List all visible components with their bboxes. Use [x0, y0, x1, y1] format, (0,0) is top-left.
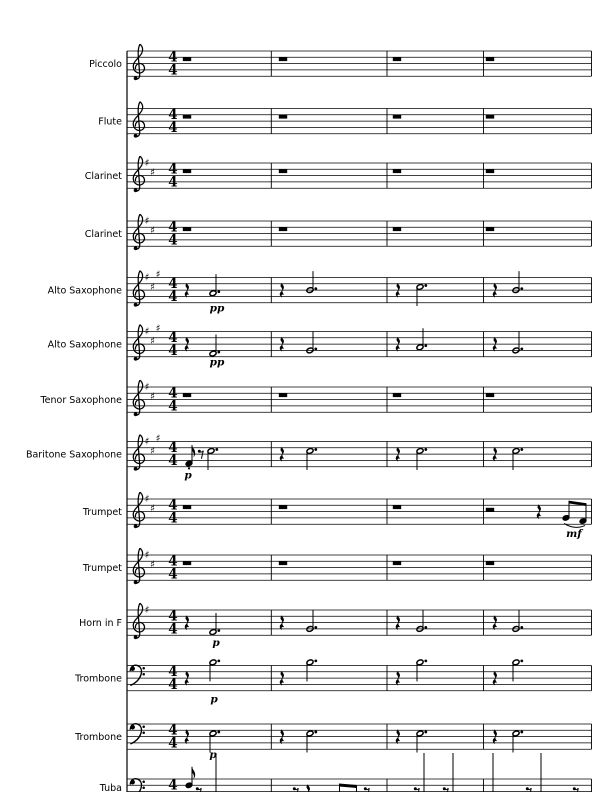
staff-tenor-saxophone-6: [39, 380, 591, 416]
dynamic-marking: p: [209, 749, 217, 761]
augmentation-dot: [217, 629, 220, 632]
sharp-icon: ♯: [150, 503, 155, 515]
time-signature-numerator: 4: [168, 219, 178, 236]
sharp-icon: ♯: [144, 326, 150, 338]
time-signature-denominator: 4: [168, 676, 178, 693]
whole-rest: [183, 227, 191, 231]
treble-clef-icon: [133, 325, 144, 361]
augmentation-dot: [314, 287, 317, 290]
beam: [339, 784, 357, 789]
whole-rest: [183, 561, 191, 565]
sharp-icon: ♯: [144, 272, 150, 284]
staff-trumpet-8: [82, 492, 592, 540]
time-signature-numerator: 4: [168, 161, 178, 178]
dynamic-marking: p: [184, 469, 192, 482]
sharp-icon: ♯: [150, 336, 155, 348]
whole-rest: [183, 57, 191, 61]
sharp-icon: ♯: [144, 382, 150, 394]
whole-rest: [183, 115, 191, 119]
whole-rest: [279, 57, 287, 61]
time-signature-numerator: 4: [168, 330, 178, 347]
instrument-label: Clarinet: [84, 229, 122, 240]
augmentation-dot: [314, 348, 317, 351]
sharp-icon: ♯: [144, 158, 150, 170]
half-rest: [486, 508, 494, 512]
augmentation-dot: [217, 351, 220, 354]
treble-clef-icon: [133, 548, 144, 584]
staff-tuba-13: [99, 753, 592, 792]
augmentation-dot: [424, 626, 427, 629]
whole-rest: [279, 227, 287, 231]
whole-rest: [279, 505, 287, 509]
treble-clef-icon: [133, 102, 144, 138]
whole-rest: [393, 115, 401, 119]
sharp-icon: ♯: [155, 323, 161, 335]
staff-alto-saxophone-4: [48, 270, 592, 315]
time-signature-denominator: 4: [168, 621, 178, 638]
instrument-label: Clarinet: [84, 171, 122, 182]
whole-rest: [486, 227, 494, 231]
whole-rest: [393, 561, 401, 565]
staff-baritone-saxophone-7: [26, 434, 592, 482]
time-signature-denominator: 4: [168, 119, 178, 136]
sharp-icon: ♯: [144, 436, 150, 448]
time-signature-numerator: 4: [168, 777, 178, 792]
time-signature-denominator: 4: [168, 735, 178, 752]
instrument-label: Horn in F: [79, 618, 122, 629]
staff-trombone-11: [74, 659, 591, 705]
whole-rest: [183, 505, 191, 509]
time-signature-numerator: 4: [168, 440, 178, 457]
instrument-label: Alto Saxophone: [47, 285, 122, 297]
instrument-label: Trumpet: [82, 507, 122, 518]
augmentation-dot: [520, 448, 523, 451]
whole-rest: [393, 227, 401, 231]
sharp-icon: ♯: [150, 167, 155, 179]
instrument-label: Trombone: [75, 673, 122, 685]
staff-trumpet-9: [82, 548, 592, 584]
time-signature-numerator: 4: [168, 276, 178, 293]
bass-clef-icon: [130, 665, 145, 685]
time-signature-numerator: 4: [168, 608, 178, 625]
time-signature-denominator: 4: [168, 452, 178, 469]
beamed-eighth-pair: [562, 501, 587, 528]
eighth-note: [185, 445, 195, 469]
augmentation-dot: [424, 448, 427, 451]
time-signature-numerator: 4: [168, 385, 178, 402]
augmentation-dot: [217, 290, 220, 293]
sharp-icon: ♯: [144, 605, 150, 617]
time-signature-denominator: 4: [168, 174, 178, 191]
augmentation-dot: [520, 287, 523, 290]
whole-rest: [393, 393, 401, 397]
time-signature-denominator: 4: [168, 342, 178, 359]
instrument-label: Alto Saxophone: [47, 339, 122, 351]
sharp-icon: ♯: [150, 225, 155, 237]
time-signature-denominator: 4: [168, 398, 178, 415]
whole-rest: [393, 57, 401, 61]
augmentation-dot: [215, 448, 218, 451]
instrument-label: Flute: [98, 116, 122, 128]
sharp-icon: ♯: [144, 494, 150, 506]
augmentation-dot: [520, 731, 523, 734]
treble-clef-icon: [133, 603, 144, 639]
instrument-label: Baritone Saxophone: [25, 449, 122, 461]
instrument-label: Trumpet: [82, 563, 122, 574]
whole-rest: [279, 393, 287, 397]
whole-rest: [486, 57, 494, 61]
beamed-pair-clipped: [339, 784, 357, 792]
augmentation-dot: [424, 659, 427, 662]
treble-clef-icon: [133, 44, 144, 80]
dynamic-marking: pp: [209, 302, 225, 315]
sharp-icon: ♯: [150, 446, 155, 458]
augmentation-dot: [424, 284, 427, 287]
staff-alto-saxophone-5: [48, 324, 592, 369]
time-signature-numerator: 4: [168, 107, 178, 124]
time-signature-numerator: 4: [168, 664, 178, 681]
sharp-icon: ♯: [155, 269, 161, 281]
sharp-icon: ♯: [150, 282, 155, 294]
dynamic-marking: mf: [566, 528, 582, 540]
instrument-label: Piccolo: [89, 59, 122, 70]
instrument-label: Tuba: [99, 783, 122, 792]
augmentation-dot: [314, 659, 317, 662]
time-signature-numerator: 4: [168, 722, 178, 739]
augmentation-dot: [217, 659, 220, 662]
augmentation-dot: [520, 348, 523, 351]
treble-clef-icon: [133, 492, 144, 528]
staff-clarinet-3: [85, 214, 592, 250]
time-signature-numerator: 4: [168, 49, 178, 66]
dynamic-marking: p: [210, 693, 218, 706]
time-signature-numerator: 4: [168, 553, 178, 570]
treble-clef-icon: [133, 214, 144, 250]
sharp-icon: ♯: [155, 433, 161, 445]
treble-clef-icon: [133, 271, 144, 307]
whole-rest: [279, 169, 287, 173]
whole-rest: [486, 393, 494, 397]
augmentation-dot: [314, 448, 317, 451]
sharp-icon: ♯: [144, 550, 150, 562]
bass-clef-icon: [130, 724, 145, 744]
whole-rest: [486, 115, 494, 119]
sharp-icon: ♯: [144, 216, 150, 228]
augmentation-dot: [520, 659, 523, 662]
quarter-rest: [306, 785, 310, 792]
whole-rest: [486, 169, 494, 173]
staff-horn-in-f-10: [79, 603, 591, 649]
time-signature-denominator: 4: [168, 566, 178, 583]
whole-rest: [183, 393, 191, 397]
staff-clarinet-2: [85, 156, 592, 192]
whole-rest: [183, 169, 191, 173]
time-signature-numerator: 4: [168, 497, 178, 514]
dynamic-marking: pp: [209, 356, 225, 369]
augmentation-dot: [520, 626, 523, 629]
dynamic-marking: p: [212, 637, 220, 649]
time-signature-denominator: 4: [168, 62, 178, 79]
treble-clef-icon: [133, 156, 144, 192]
augmentation-dot: [314, 626, 317, 629]
time-signature-denominator: 4: [168, 510, 178, 527]
sharp-icon: ♯: [150, 391, 155, 403]
instrument-label: Trombone: [75, 732, 122, 743]
time-signature-denominator: 4: [168, 288, 178, 305]
sharp-icon: ♯: [150, 559, 155, 571]
augmentation-dot: [424, 344, 427, 347]
whole-rest: [393, 169, 401, 173]
whole-rest: [279, 115, 287, 119]
whole-rest: [279, 561, 287, 565]
whole-rest: [486, 561, 494, 565]
whole-rest: [393, 505, 401, 509]
time-signature-denominator: 4: [168, 232, 178, 249]
treble-clef-icon: [133, 435, 144, 471]
staff-trombone-12: [74, 723, 591, 761]
instrument-label: Tenor Saxophone: [40, 395, 122, 406]
staff-piccolo-0: [89, 44, 591, 80]
treble-clef-icon: [133, 380, 144, 416]
staff-flute-1: [98, 102, 591, 138]
augmentation-dot: [424, 731, 427, 734]
augmentation-dot: [314, 731, 317, 734]
augmentation-dot: [217, 731, 220, 734]
